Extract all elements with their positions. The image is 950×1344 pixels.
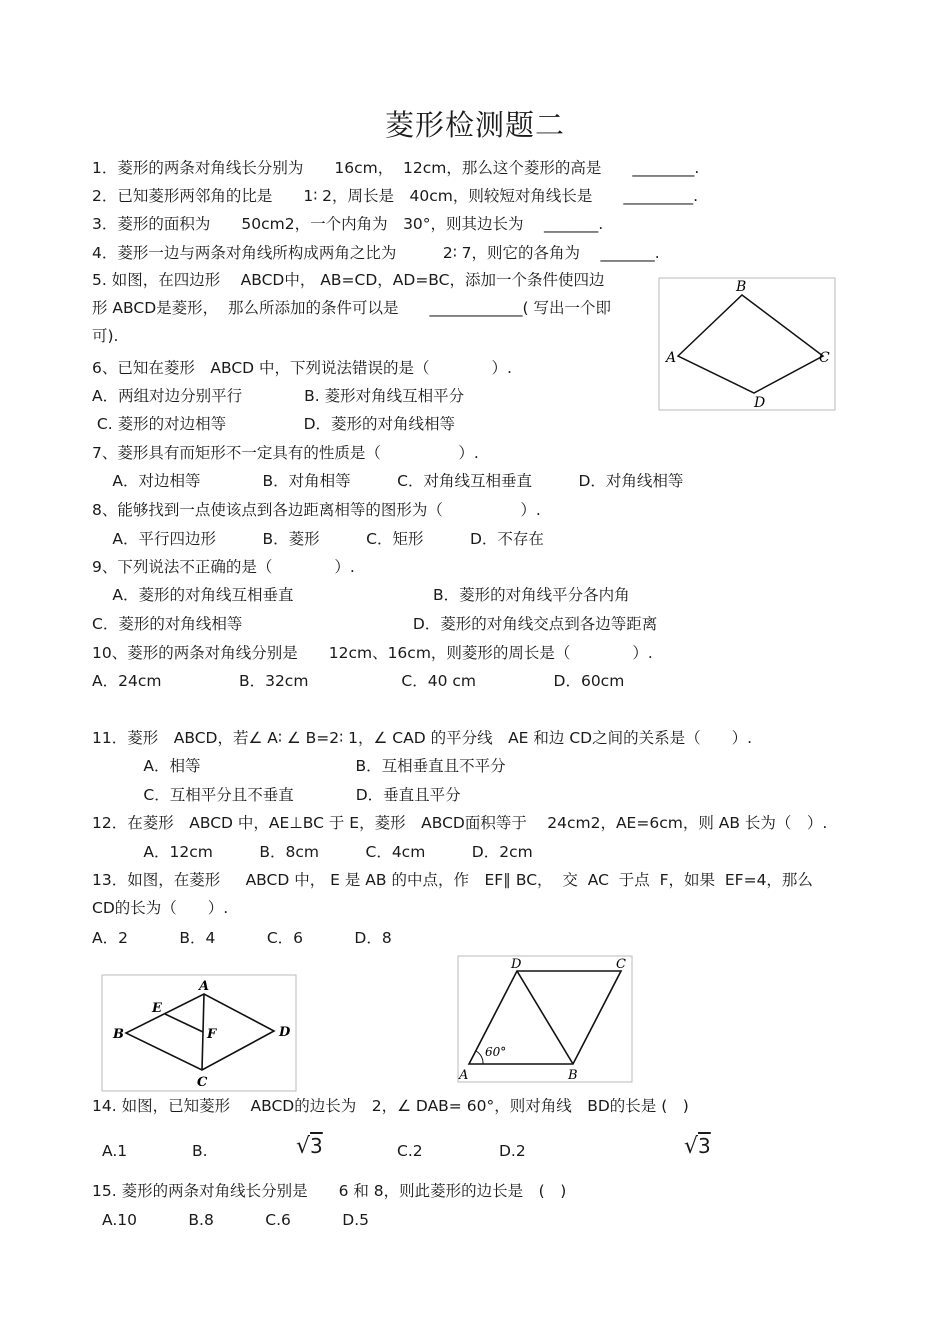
question-1: 1．菱形的两条对角线长分别为 16cm， 12cm，那么这个菱形的高是 ________. bbox=[92, 159, 700, 177]
question-5-line-3: 可). bbox=[92, 327, 119, 345]
question-3: 3．菱形的面积为 50cm2，一个内角为 30°，则其边长为 _______. bbox=[92, 215, 604, 233]
question-8: 8、能够找到一点使该点到各边距离相等的图形为（ ）. bbox=[92, 501, 541, 519]
question-9-options-cd: C．菱形的对角线相等 D．菱形的对角线交点到各边等距离 bbox=[92, 615, 658, 633]
fig13-label-b: B bbox=[113, 1027, 124, 1042]
question-5-line-2: 形 ABCD是菱形， 那么所添加的条件可以是 ____________( 写出一个即 bbox=[92, 299, 611, 317]
page-title: 菱形检测题二 bbox=[384, 108, 565, 142]
question-14-option-a: A.1 bbox=[102, 1142, 128, 1160]
question-13-line-2: CD的长为（ ）. bbox=[92, 899, 229, 917]
sqrt-radicand: 3 bbox=[698, 1134, 711, 1158]
sqrt-3-option-b bbox=[296, 1134, 323, 1159]
question-9: 9、下列说法不正确的是（ ）. bbox=[92, 558, 355, 576]
figure-q13-rhombus bbox=[101, 974, 297, 1092]
question-11-options-cd: C．互相平分且不垂直 D．垂直且平分 bbox=[92, 786, 461, 804]
question-10-options: A．24cm B．32cm C．40 cm D．60cm bbox=[92, 672, 625, 690]
question-4: 4．菱形一边与两条对角线所构成两角之比为 2∶ 7，则它的各角为 _______. bbox=[92, 244, 660, 262]
sqrt-3-option-d bbox=[684, 1134, 711, 1159]
question-6: 6、已知在菱形 ABCD 中，下列说法错误的是（ ）. bbox=[92, 359, 512, 377]
question-14: 14. 如图，已知菱形 ABCD的边长为 2，∠ DAB= 60°，则对角线 BD的长是 ( ) bbox=[92, 1097, 689, 1115]
fig13-label-f: F bbox=[207, 1027, 217, 1042]
fig13-label-e: E bbox=[152, 1001, 162, 1016]
question-6-options-cd: C. 菱形的对边相等 D．菱形的对角线相等 bbox=[92, 415, 456, 433]
question-11: 11．菱形 ABCD，若∠ A∶ ∠ B=2∶ 1，∠ CAD 的平分线 AE 和边 CD之间的关系是（ ）. bbox=[92, 729, 753, 747]
fig13-label-c: C bbox=[197, 1075, 208, 1090]
fig5-label-b: B bbox=[736, 279, 747, 295]
fig5-label-d: D bbox=[754, 395, 766, 411]
fig5-label-c: C bbox=[819, 350, 830, 366]
fig13-label-d: D bbox=[279, 1025, 291, 1040]
fig14-label-d: D bbox=[511, 957, 522, 972]
question-5-line-1: 5. 如图，在四边形 ABCD中， AB=CD，AD=BC，添加一个条件使四边 bbox=[92, 271, 605, 289]
question-15-options: A.10 B.8 C.6 D.5 bbox=[102, 1211, 370, 1229]
fig5-label-a: A bbox=[666, 350, 677, 366]
question-11-options-ab: A．相等 B．互相垂直且不平分 bbox=[92, 757, 506, 775]
figure-q14-rhombus bbox=[457, 955, 633, 1083]
figure-q5-rhombus bbox=[656, 276, 836, 412]
question-10: 10、菱形的两条对角线分别是 12cm、16cm，则菱形的周长是（ ）. bbox=[92, 644, 653, 662]
question-8-options: A．平行四边形 B．菱形 C．矩形 D．不存在 bbox=[92, 530, 544, 548]
sqrt-sign: √ bbox=[296, 1134, 311, 1159]
question-2: 2．已知菱形两邻角的比是 1∶ 2，周长是 40cm，则较短对角线长是 _________. bbox=[92, 187, 699, 205]
fig14-angle-label: 60° bbox=[485, 1045, 507, 1059]
question-14-option-c: C.2 bbox=[397, 1142, 423, 1160]
question-13-options: A．2 B．4 C．6 D．8 bbox=[92, 929, 392, 947]
question-12-options: A．12cm B．8cm C．4cm D．2cm bbox=[92, 843, 533, 861]
question-12: 12．在菱形 ABCD 中，AE⊥BC 于 E，菱形 ABCD面积等于 24cm2，AE=6cm，则 AB 长为（ ）. bbox=[92, 814, 828, 832]
fig13-label-a: A bbox=[199, 979, 210, 994]
sqrt-radicand: 3 bbox=[310, 1134, 323, 1158]
sqrt-sign: √ bbox=[684, 1134, 699, 1159]
question-14-option-d: D.2 bbox=[499, 1142, 526, 1160]
fig14-label-c: C bbox=[616, 957, 626, 972]
fig14-label-a: A bbox=[459, 1068, 469, 1083]
question-7: 7、菱形具有而矩形不一定具有的性质是（ ）. bbox=[92, 444, 479, 462]
question-6-options-ab: A．两组对边分别平行 B. 菱形对角线互相平分 bbox=[92, 387, 465, 405]
question-9-options-ab: A．菱形的对角线互相垂直 B．菱形的对角线平分各内角 bbox=[92, 586, 630, 604]
question-7-options: A．对边相等 B．对角相等 C．对角线互相垂直 D．对角线相等 bbox=[92, 472, 684, 490]
question-15: 15. 菱形的两条对角线长分别是 6 和 8，则此菱形的边长是 ( ) bbox=[92, 1182, 567, 1200]
fig14-label-b: B bbox=[568, 1068, 578, 1083]
question-13-line-1: 13．如图，在菱形 ABCD 中， E 是 AB 的中点，作 EF∥ BC， 交 AC 于点 F，如果 EF=4，那么 bbox=[92, 871, 813, 889]
question-14-option-b: B. bbox=[192, 1142, 208, 1160]
